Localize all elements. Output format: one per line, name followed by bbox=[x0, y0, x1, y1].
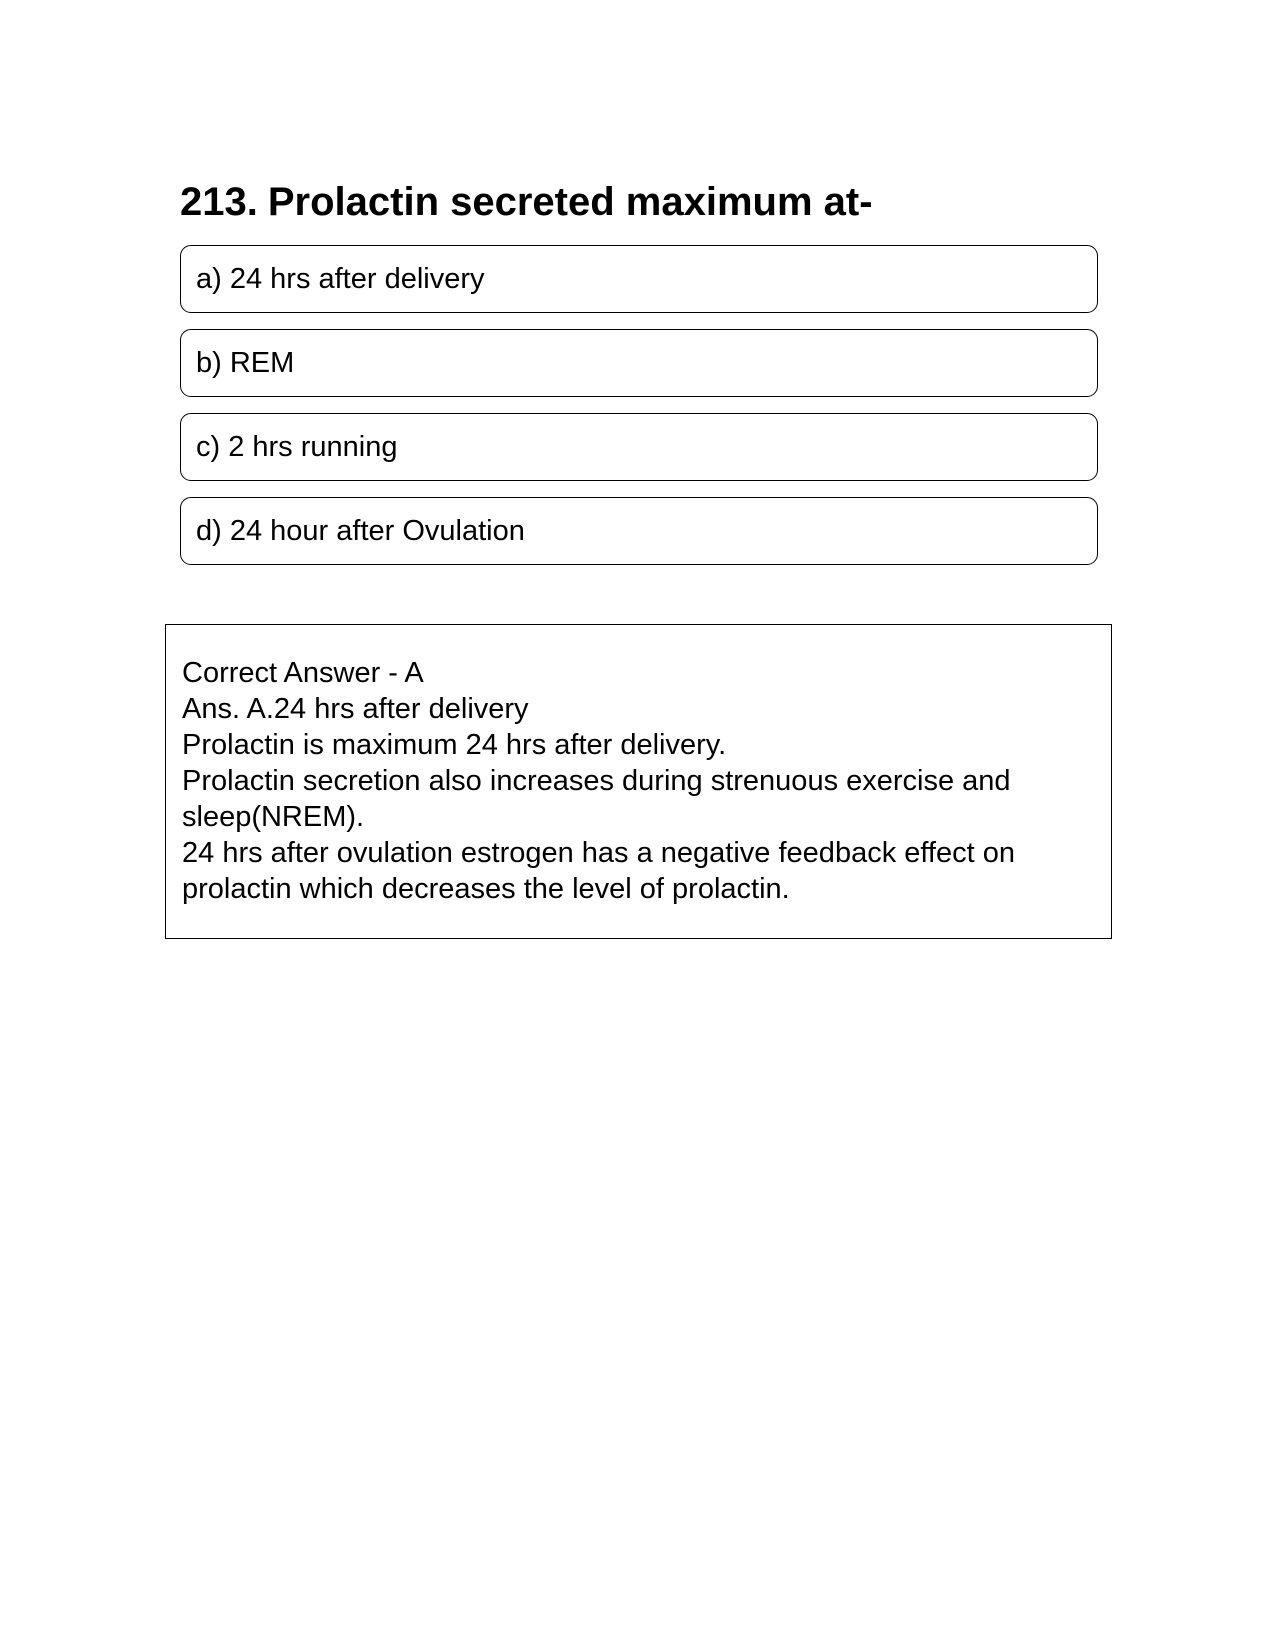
answer-explanation-box bbox=[165, 624, 1112, 939]
explanation-line-3: Prolactin secretion also increases during strenuous exercise and sleep(NREM). bbox=[182, 765, 1011, 833]
question-text: Prolactin secreted maximum at- bbox=[267, 180, 873, 224]
explanation-line-1: Ans. A.24 hrs after delivery bbox=[182, 693, 529, 725]
options-list bbox=[180, 245, 1098, 581]
correct-answer-line: Correct Answer - A bbox=[182, 657, 424, 689]
option-d[interactable]: d) 24 hour after Ovulation bbox=[180, 497, 1098, 565]
question-number: 213. bbox=[180, 180, 258, 224]
question-heading bbox=[180, 178, 1100, 226]
explanation-line-4: 24 hrs after ovulation estrogen has a negative feedback effect on prolactin which decreases the level of prolactin. bbox=[182, 837, 1015, 905]
option-c[interactable]: c) 2 hrs running bbox=[180, 413, 1098, 481]
option-a[interactable]: a) 24 hrs after delivery bbox=[180, 245, 1098, 313]
explanation-line-2: Prolactin is maximum 24 hrs after delivery. bbox=[182, 729, 727, 761]
option-b[interactable]: b) REM bbox=[180, 329, 1098, 397]
